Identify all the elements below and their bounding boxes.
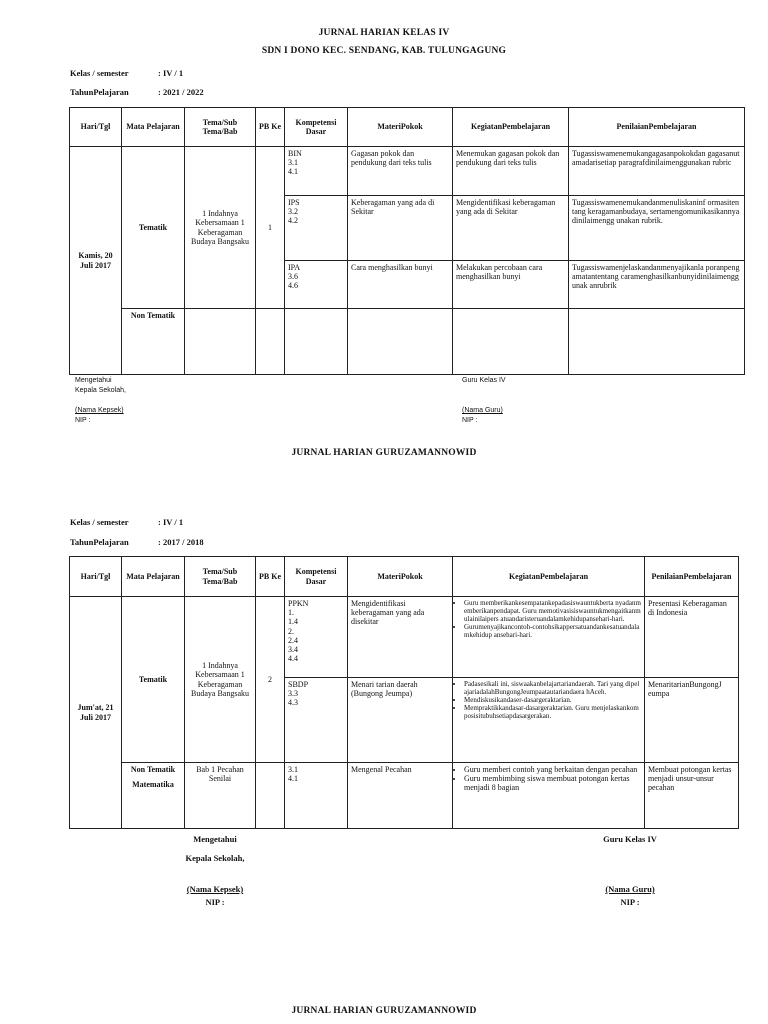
kd-cell bbox=[285, 597, 348, 763]
hari-cell: Kamis, 20 Juli 2017 bbox=[70, 147, 122, 375]
header-hari: Hari/Tgl bbox=[70, 557, 122, 597]
penilaian-ppkn: Presentasi Keberagaman di Indonesia bbox=[648, 599, 727, 618]
sign-left-line2: Kepala Sekolah, bbox=[75, 387, 126, 394]
penilaian-ips: Tugassiswamenemukandanmenuliskaninf ormasitentang keragamanbudaya, sertamengomunikasikannyadinilaimengg unakan rubrik. bbox=[569, 195, 744, 260]
kelas-value: : IV / 1 bbox=[158, 68, 184, 78]
penilaian-cell bbox=[569, 147, 745, 309]
sign-right-line1: Guru Kelas IV bbox=[462, 377, 506, 384]
header-tema: Tema/Sub Tema/Bab bbox=[185, 108, 256, 147]
table-row bbox=[70, 763, 739, 829]
materi-sbdp: Menari tarian daerah (Bungong Jeumpa) bbox=[348, 677, 452, 762]
nt-penilaian-cell: Membuat potongan kertas menjadi unsur-unsur pecahan bbox=[645, 763, 739, 829]
empty-cell bbox=[569, 309, 745, 375]
sign-right-name: (Nama Guru) bbox=[605, 884, 655, 894]
header-penilaian: PenilaianPembelajaran bbox=[569, 108, 745, 147]
doc2-sign-right bbox=[570, 833, 690, 909]
doc1-school: SDN I DONO KEC. SENDANG, KAB. TULUNGAGUNG bbox=[261, 46, 507, 56]
non-tematik-cell: Non Tematik bbox=[122, 309, 185, 375]
list-item: • Guru memberi contoh yang berkaitan dengan pecahan bbox=[464, 765, 641, 774]
tahun-label: TahunPelajaran bbox=[70, 537, 129, 547]
header-pb: PB Ke bbox=[256, 557, 285, 597]
doc2-tahun bbox=[70, 537, 370, 547]
table-header-row bbox=[70, 557, 739, 597]
list-item: • Guru memberikankesempatankepadasiswauntukberta nyadanmemberikanpendapat. Guru memotivasisiswauntukmengaitkanmulainilaipers atuandaristeruandalamkehidupansehari-hari. bbox=[464, 599, 641, 623]
empty-cell bbox=[185, 309, 256, 375]
kd-ipa: IPA 3.6 4.6 bbox=[285, 260, 347, 307]
sign-left-line1: Mengetahui bbox=[193, 834, 237, 844]
empty-cell bbox=[453, 309, 569, 375]
materi-bin: Gagasan pokok dan pendukung dari teks tulis bbox=[351, 149, 432, 168]
sign-left-nip: NIP : bbox=[75, 417, 91, 424]
table-header-row bbox=[70, 108, 745, 147]
doc2-kelas bbox=[70, 517, 370, 527]
kd-bin: BIN 3.1 4.1 bbox=[288, 149, 302, 177]
list-item: • Padasesikali ini, siswaakanbelajartariandaerah. Tari yang dipelajariadalahBungongJeumpaatautariandaera hAceh. bbox=[464, 680, 641, 696]
kegiatan-cell bbox=[453, 597, 645, 763]
kegiatan-ppkn bbox=[453, 597, 644, 677]
penilaian-bin: Tugassiswamenemukangagasanpokokdan gagasanutamadarisetiap paragrafdinilaimenggunakan rubric bbox=[572, 149, 740, 168]
penilaian-sbdp: MenaritarianBungongJ eumpa bbox=[645, 677, 738, 762]
nt-kegiatan-cell bbox=[453, 763, 645, 829]
table-row bbox=[70, 147, 745, 309]
header-kegiatan: KegiatanPembelajaran bbox=[453, 108, 569, 147]
table-row bbox=[70, 597, 739, 763]
tema-cell: 1 Indahnya Kebersamaan 1 Keberagaman Budaya Bangsaku bbox=[185, 147, 256, 309]
tahun-label: TahunPelajaran bbox=[70, 87, 129, 97]
sign-right-nip: NIP : bbox=[462, 417, 478, 424]
materi-cell bbox=[348, 597, 453, 763]
tema-cell: 1 Indahnya Kebersamaan 1 Keberagaman Budaya Bangsaku bbox=[185, 597, 256, 763]
materi-ips: Keberagaman yang ada di Sekitar bbox=[348, 195, 452, 260]
header-kd: Kompetensi Dasar bbox=[285, 108, 348, 147]
kd-ips: IPS 3.2 4.2 bbox=[285, 195, 347, 260]
kegiatan-ipa: Melakukan percobaan cara menghasilkan bunyi bbox=[453, 260, 568, 307]
kd-sbdp: SBDP 3.3 4.3 bbox=[285, 677, 347, 762]
sign-right-nip: NIP : bbox=[620, 897, 640, 907]
doc2-footer: JURNAL HARIAN GURUZAMANNOWID bbox=[291, 1006, 477, 1016]
doc1-kelas bbox=[70, 68, 370, 78]
empty-cell bbox=[348, 309, 453, 375]
pb-cell: 2 bbox=[256, 597, 285, 763]
nt-materi-cell: Mengenal Pecahan bbox=[348, 763, 453, 829]
kegiatan-sbdp bbox=[453, 677, 644, 762]
header-kd: Kompetensi Dasar bbox=[285, 557, 348, 597]
empty-cell bbox=[256, 309, 285, 375]
header-materi: MateriPokok bbox=[348, 108, 453, 147]
matematika-label: Matematika bbox=[132, 780, 174, 790]
sign-left-name: (Nama Kepsek) bbox=[75, 407, 124, 414]
kd-cell bbox=[285, 147, 348, 309]
list-item: • Mendiskusikandaser-dasargeraktarian. bbox=[464, 696, 641, 704]
kegiatan-cell bbox=[453, 147, 569, 309]
sign-left-nip: NIP : bbox=[205, 897, 225, 907]
kelas-label: Kelas / semester bbox=[70, 517, 129, 527]
hari-cell: Jum'at, 21 Juli 2017 bbox=[70, 597, 122, 829]
kegiatan-bin: Menemukan gagasan pokok dan pendukung dari teks tulis bbox=[456, 149, 560, 168]
tahun-value: : 2017 / 2018 bbox=[158, 537, 204, 547]
table-row bbox=[70, 309, 745, 375]
tahun-value: : 2021 / 2022 bbox=[158, 87, 204, 97]
mapel-cell: Tematik bbox=[122, 597, 185, 763]
list-item: • Guru membimbing siswa membuat potongan kertas menjadi 8 bagian bbox=[464, 774, 641, 792]
nt-kd-cell: 3.1 4.1 bbox=[285, 763, 348, 829]
header-materi: MateriPokok bbox=[348, 557, 453, 597]
materi-ppkn: Mengidentifikasi keberagaman yang ada disekitar bbox=[351, 599, 425, 627]
penilaian-ipa: Tugassiswamenjelaskandanmenyajikanla poranpengamatantentang caramenghasilkanbunyidinilaimenggunak anrubrik bbox=[569, 260, 744, 307]
sign-left-name: (Nama Kepsek) bbox=[186, 884, 244, 894]
doc2-journal-table bbox=[69, 556, 739, 829]
list-item: • Mempraktikkandasar-dasargeraktarian. Guru menjelaskankomposisitubuhsetiapdasargerakan. bbox=[464, 704, 641, 720]
materi-cell bbox=[348, 147, 453, 309]
empty-cell bbox=[285, 309, 348, 375]
sign-right-name: (Nama Guru) bbox=[462, 407, 503, 414]
mapel-cell: Tematik bbox=[122, 147, 185, 309]
doc1-tahun bbox=[70, 87, 370, 97]
header-kegiatan: KegiatanPembelajaran bbox=[453, 557, 645, 597]
sign-right-line1: Guru Kelas IV bbox=[603, 834, 657, 844]
header-mapel: Mata Pelajaran bbox=[122, 557, 185, 597]
empty-cell bbox=[256, 763, 285, 829]
non-tematik-label: Non Tematik bbox=[130, 765, 176, 774]
list-item: • Gurumenyajikancontoh-contohsikappersatuandankesatuandalamkehidup ansehari-hari. bbox=[464, 623, 641, 639]
materi-ipa: Cara menghasilkan bunyi bbox=[348, 260, 452, 307]
header-tema: Tema/Sub Tema/Bab bbox=[185, 557, 256, 597]
header-hari: Hari/Tgl bbox=[70, 108, 122, 147]
header-penilaian: PenilaianPembelajaran bbox=[645, 557, 739, 597]
doc1-footer: JURNAL HARIAN GURUZAMANNOWID bbox=[291, 448, 477, 458]
non-tematik-cell bbox=[122, 763, 185, 829]
sign-left-line2: Kepala Sekolah, bbox=[185, 853, 245, 863]
doc1-title: JURNAL HARIAN KELAS IV bbox=[318, 28, 450, 38]
doc1-sign-left bbox=[75, 376, 126, 426]
penilaian-cell bbox=[645, 597, 739, 763]
sign-left-line1: Mengetahui bbox=[75, 377, 112, 384]
bab-cell: Bab 1 Pecahan Senilai bbox=[185, 763, 256, 829]
doc1-sign-right bbox=[462, 376, 506, 426]
pb-cell: 1 bbox=[256, 147, 285, 309]
kelas-value: : IV / 1 bbox=[158, 517, 184, 527]
doc1-journal-table bbox=[69, 107, 745, 375]
header-mapel: Mata Pelajaran bbox=[122, 108, 185, 147]
doc2-sign-left bbox=[155, 833, 275, 909]
kd-ppkn: PPKN 1. 1.4 2. 2.4 3.4 4.4 bbox=[288, 599, 309, 664]
header-pb: PB Ke bbox=[256, 108, 285, 147]
kelas-label: Kelas / semester bbox=[70, 68, 129, 78]
kegiatan-ips: Mengidentifikasi keberagaman yang ada di Sekitar bbox=[453, 195, 568, 260]
